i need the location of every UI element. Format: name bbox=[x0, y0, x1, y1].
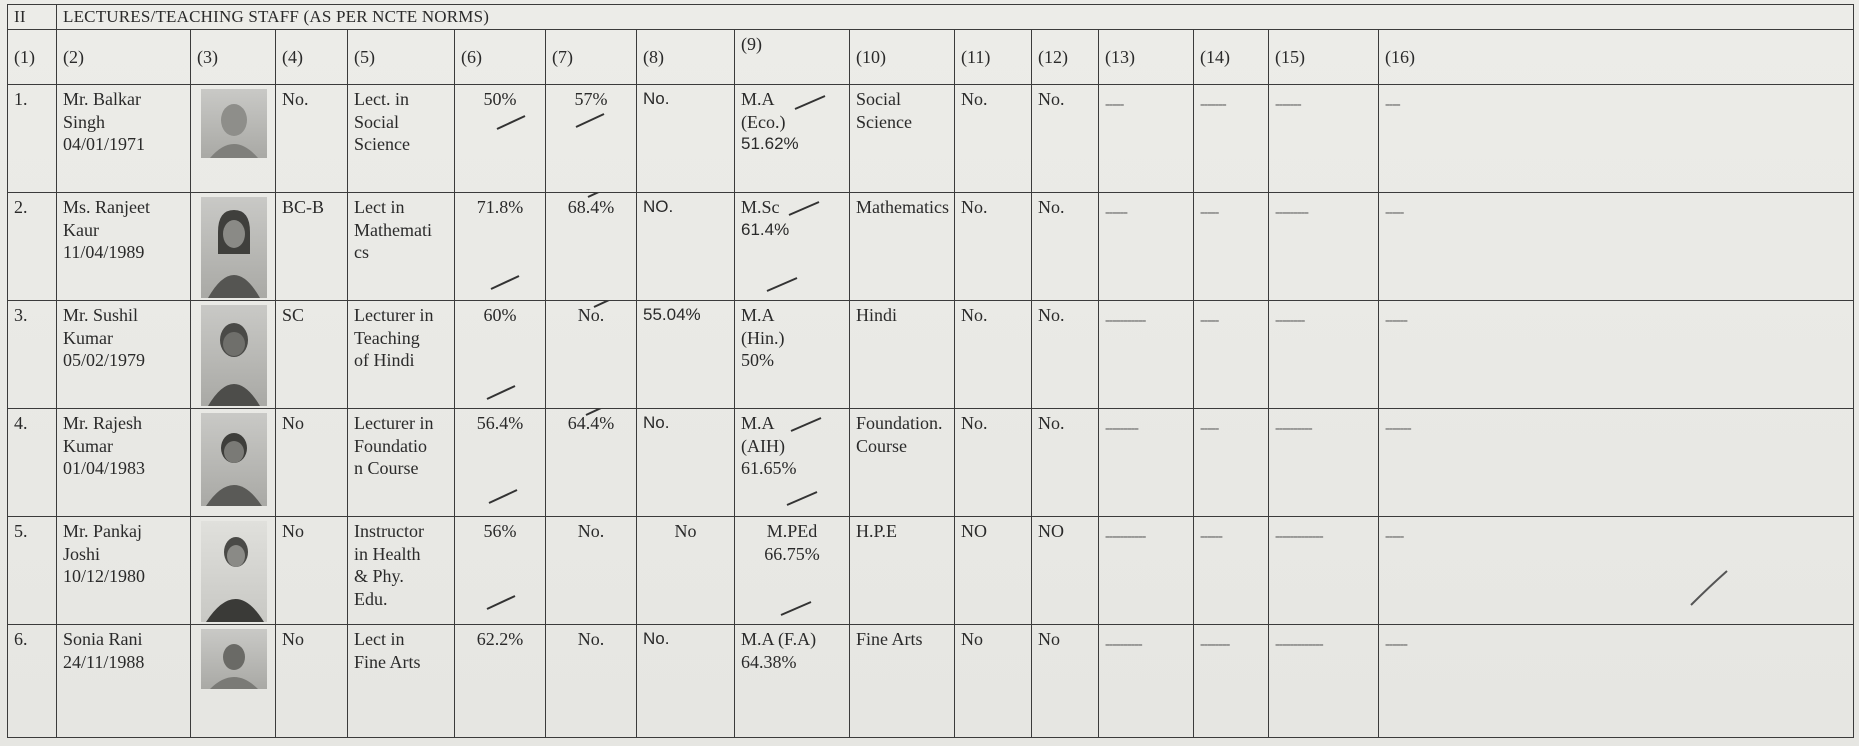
check-tick-icon bbox=[785, 489, 819, 507]
qualification-line: (AIH) bbox=[741, 435, 785, 456]
marks-value: No. bbox=[577, 629, 605, 649]
post-line: Lecturer in bbox=[354, 305, 434, 325]
marks-cell-6 bbox=[455, 517, 546, 625]
staff-name: Ms. Ranjeet bbox=[63, 197, 150, 217]
category-cell: No bbox=[276, 409, 348, 517]
subject-line: Fine Arts bbox=[856, 629, 923, 649]
staff-name: Kaur bbox=[63, 219, 99, 240]
cell-11: No. bbox=[955, 85, 1032, 193]
qualification-cell bbox=[735, 193, 850, 301]
table-row bbox=[8, 625, 1854, 738]
cell-13 bbox=[1099, 517, 1194, 625]
qualification-line: M.A bbox=[741, 305, 775, 325]
dash-value: ----- bbox=[1385, 529, 1404, 544]
subject-line: Science bbox=[856, 111, 912, 132]
marks-cell-7 bbox=[546, 625, 637, 738]
post-line: Lecturer in bbox=[354, 413, 434, 433]
marks-value: 56% bbox=[483, 521, 517, 541]
subject-cell bbox=[850, 409, 955, 517]
staff-dob: 24/11/1988 bbox=[63, 651, 145, 672]
staff-photo bbox=[201, 89, 267, 158]
cell-13 bbox=[1099, 301, 1194, 409]
cell-14 bbox=[1194, 625, 1269, 738]
check-tick-icon bbox=[574, 111, 606, 129]
dash-value: --------- bbox=[1105, 421, 1138, 436]
col-num-10: (10) bbox=[850, 30, 955, 85]
col-num-3: (3) bbox=[191, 30, 276, 85]
staff-name: Mr. Pankaj bbox=[63, 521, 142, 541]
marks-cell-7 bbox=[546, 301, 637, 409]
cell-12: No. bbox=[1032, 193, 1099, 301]
cell-12: No. bbox=[1032, 85, 1099, 193]
dash-value: ----- bbox=[1200, 205, 1219, 220]
table-row bbox=[8, 301, 1854, 409]
cell-12: No. bbox=[1032, 409, 1099, 517]
marks-cell-6 bbox=[455, 301, 546, 409]
category-cell: No bbox=[276, 625, 348, 738]
qualification-line: M.A bbox=[741, 89, 775, 109]
marks-value: 56.4% bbox=[476, 413, 524, 433]
cell-11: No bbox=[955, 625, 1032, 738]
table-row bbox=[8, 409, 1854, 517]
marks-value: No. bbox=[577, 305, 605, 325]
staff-photo bbox=[201, 305, 267, 406]
staff-dob: 10/12/1980 bbox=[63, 566, 146, 586]
post-line: Lect. in bbox=[354, 89, 409, 109]
cell-14 bbox=[1194, 85, 1269, 193]
cell-14 bbox=[1194, 517, 1269, 625]
photo-cell bbox=[191, 517, 276, 625]
marks-value: No. bbox=[577, 521, 605, 541]
dash-value: ----- bbox=[1200, 421, 1219, 436]
marks-cell-8: No. bbox=[637, 85, 735, 193]
marks-cell-6 bbox=[455, 625, 546, 738]
cell-11: No. bbox=[955, 301, 1032, 409]
cell-15 bbox=[1269, 301, 1379, 409]
cell-15 bbox=[1269, 625, 1379, 738]
col-num-11: (11) bbox=[955, 30, 1032, 85]
staff-name-cell bbox=[57, 625, 191, 738]
marks-value: 64.4% bbox=[567, 413, 615, 433]
check-tick-icon bbox=[586, 193, 618, 200]
subject-line: Mathematics bbox=[856, 197, 949, 217]
qualification-line: 61.4% bbox=[741, 219, 790, 239]
cell-12: NO bbox=[1032, 517, 1099, 625]
subject-cell bbox=[850, 85, 955, 193]
post-line: Science bbox=[354, 134, 410, 154]
staff-name-cell bbox=[57, 193, 191, 301]
dash-value: ------------- bbox=[1275, 637, 1323, 652]
cell-16 bbox=[1379, 517, 1854, 625]
serial-number: 1. bbox=[8, 85, 57, 193]
cell-16 bbox=[1379, 301, 1854, 409]
photo-cell bbox=[191, 625, 276, 738]
staff-name-cell bbox=[57, 85, 191, 193]
cell-15 bbox=[1269, 517, 1379, 625]
subject-cell bbox=[850, 517, 955, 625]
section-title: LECTURES/TEACHING STAFF (AS PER NCTE NORMS) bbox=[57, 5, 1854, 30]
staff-name: Singh bbox=[63, 111, 106, 132]
col-num-16: (16) bbox=[1379, 30, 1854, 85]
col-num-6: (6) bbox=[455, 30, 546, 85]
cell-13 bbox=[1099, 409, 1194, 517]
section-number: II bbox=[8, 5, 57, 30]
check-tick-icon bbox=[495, 113, 527, 131]
cell-11: No. bbox=[955, 193, 1032, 301]
cell-16 bbox=[1379, 625, 1854, 738]
marks-value: No bbox=[674, 521, 697, 541]
marks-cell-6 bbox=[455, 85, 546, 193]
marks-cell-7 bbox=[546, 193, 637, 301]
cell-11: No. bbox=[955, 409, 1032, 517]
col-num-1: (1) bbox=[8, 30, 57, 85]
dash-value: ------ bbox=[1385, 637, 1407, 652]
dash-value: ------ bbox=[1105, 205, 1127, 220]
cell-16 bbox=[1379, 409, 1854, 517]
subject-line: Social bbox=[856, 89, 901, 109]
staff-name: Kumar bbox=[63, 435, 113, 456]
table-row bbox=[8, 193, 1854, 301]
cell-15 bbox=[1269, 409, 1379, 517]
dash-value: ------- bbox=[1385, 421, 1411, 436]
post-cell bbox=[348, 625, 455, 738]
cell-14 bbox=[1194, 409, 1269, 517]
staff-name: Kumar bbox=[63, 327, 113, 348]
marks-cell-8: No. bbox=[637, 409, 735, 517]
category-cell: SC bbox=[276, 301, 348, 409]
col-num-8: (8) bbox=[637, 30, 735, 85]
dash-value: ----- bbox=[1200, 313, 1219, 328]
marks-cell-8: NO. bbox=[637, 193, 735, 301]
check-tick-icon bbox=[1689, 567, 1729, 607]
marks-cell-6 bbox=[455, 409, 546, 517]
serial-number: 3. bbox=[8, 301, 57, 409]
cell-13 bbox=[1099, 85, 1194, 193]
photo-cell bbox=[191, 193, 276, 301]
qualification-line: M.A bbox=[741, 413, 775, 433]
col-num-5: (5) bbox=[348, 30, 455, 85]
col-num-15: (15) bbox=[1269, 30, 1379, 85]
qualification-line: 51.62% bbox=[741, 134, 799, 153]
cell-16 bbox=[1379, 193, 1854, 301]
check-tick-icon bbox=[485, 383, 517, 401]
photo-cell bbox=[191, 85, 276, 193]
subject-cell bbox=[850, 625, 955, 738]
column-number-row bbox=[8, 30, 1854, 85]
post-line: in Health bbox=[354, 543, 421, 564]
marks-value: 50% bbox=[483, 89, 517, 109]
marks-cell-6 bbox=[455, 193, 546, 301]
cell-13 bbox=[1099, 625, 1194, 738]
qualification-line: 61.65% bbox=[741, 458, 797, 478]
table-row bbox=[8, 85, 1854, 193]
post-cell bbox=[348, 409, 455, 517]
photo-cell bbox=[191, 301, 276, 409]
cell-13 bbox=[1099, 193, 1194, 301]
post-cell bbox=[348, 517, 455, 625]
post-line: Edu. bbox=[354, 588, 388, 609]
staff-name-cell bbox=[57, 409, 191, 517]
staff-name: Joshi bbox=[63, 543, 101, 564]
serial-number: 2. bbox=[8, 193, 57, 301]
check-tick-icon bbox=[793, 93, 827, 111]
check-tick-icon bbox=[765, 275, 799, 293]
marks-cell-7 bbox=[546, 409, 637, 517]
serial-number: 6. bbox=[8, 625, 57, 738]
check-tick-icon bbox=[592, 301, 624, 310]
post-line: Lect in bbox=[354, 197, 405, 217]
qualification-line: 64.38% bbox=[741, 651, 797, 672]
qualification-line: M.PEd bbox=[766, 521, 818, 541]
section-header-row bbox=[8, 5, 1854, 30]
dash-value: ------------- bbox=[1275, 529, 1323, 544]
dash-value: ------ bbox=[1200, 529, 1222, 544]
dash-value: ----------- bbox=[1105, 529, 1146, 544]
staff-name: Mr. Sushil bbox=[63, 305, 139, 325]
staff-name: Sonia Rani bbox=[63, 629, 143, 649]
cell-12: No bbox=[1032, 625, 1099, 738]
table-row bbox=[8, 517, 1854, 625]
dash-value: -------- bbox=[1275, 313, 1305, 328]
check-tick-icon bbox=[485, 593, 517, 611]
qualification-line: M.A (F.A) bbox=[741, 629, 817, 649]
subject-line: Hindi bbox=[856, 305, 898, 325]
dash-value: ----------- bbox=[1105, 313, 1146, 328]
check-tick-icon bbox=[779, 599, 813, 617]
post-line: Teaching bbox=[354, 327, 420, 348]
post-line: Mathemati bbox=[354, 219, 432, 240]
col-num-14: (14) bbox=[1194, 30, 1269, 85]
staff-table bbox=[7, 4, 1854, 738]
staff-photo bbox=[201, 197, 267, 298]
qualification-cell bbox=[735, 301, 850, 409]
post-line: Foundatio bbox=[354, 435, 428, 456]
post-cell bbox=[348, 301, 455, 409]
dash-value: ------- bbox=[1275, 97, 1301, 112]
staff-name: Mr. Balkar bbox=[63, 89, 141, 109]
staff-dob: 01/04/1983 bbox=[63, 458, 146, 478]
dash-value: --------- bbox=[1275, 205, 1308, 220]
dash-value: -------- bbox=[1200, 637, 1230, 652]
post-line: Fine Arts bbox=[354, 651, 421, 672]
dash-value: ------- bbox=[1200, 97, 1226, 112]
dash-value: ----- bbox=[1385, 205, 1404, 220]
qualification-line: 50% bbox=[741, 350, 774, 370]
check-tick-icon bbox=[584, 409, 616, 418]
cell-15 bbox=[1269, 85, 1379, 193]
post-line: Lect in bbox=[354, 629, 405, 649]
col-num-9: (9) bbox=[735, 30, 850, 85]
marks-cell-7 bbox=[546, 85, 637, 193]
subject-line: Course bbox=[856, 435, 907, 456]
marks-value: 71.8% bbox=[476, 197, 524, 217]
subject-cell bbox=[850, 193, 955, 301]
category-cell: No bbox=[276, 517, 348, 625]
cell-12: No. bbox=[1032, 301, 1099, 409]
staff-name: Mr. Rajesh bbox=[63, 413, 142, 433]
category-cell: BC-B bbox=[276, 193, 348, 301]
post-line: of Hindi bbox=[354, 350, 415, 370]
category-cell: No. bbox=[276, 85, 348, 193]
marks-value: 57% bbox=[574, 89, 608, 109]
staff-name-cell bbox=[57, 517, 191, 625]
subject-line: Foundation. bbox=[856, 413, 943, 433]
check-tick-icon bbox=[789, 415, 823, 433]
col-num-4: (4) bbox=[276, 30, 348, 85]
staff-dob: 05/02/1979 bbox=[63, 350, 146, 370]
post-line: cs bbox=[354, 242, 369, 262]
dash-value: ---- bbox=[1385, 97, 1400, 112]
staff-photo bbox=[201, 521, 267, 622]
qualification-line: 66.75% bbox=[764, 543, 820, 564]
qualification-cell bbox=[735, 409, 850, 517]
marks-cell-8 bbox=[637, 517, 735, 625]
subject-line: H.P.E bbox=[856, 521, 898, 541]
marks-value: 62.2% bbox=[476, 629, 524, 649]
serial-number: 5. bbox=[8, 517, 57, 625]
post-cell bbox=[348, 85, 455, 193]
photo-cell bbox=[191, 409, 276, 517]
post-line: n Course bbox=[354, 458, 419, 478]
post-line: Social bbox=[354, 111, 399, 132]
marks-cell-7 bbox=[546, 517, 637, 625]
qualification-cell bbox=[735, 625, 850, 738]
cell-14 bbox=[1194, 301, 1269, 409]
col-num-7: (7) bbox=[546, 30, 637, 85]
dash-value: ----- bbox=[1105, 97, 1124, 112]
check-tick-icon bbox=[787, 199, 821, 217]
check-tick-icon bbox=[489, 273, 521, 291]
staff-photo bbox=[201, 629, 267, 689]
marks-cell-8: 55.04% bbox=[637, 301, 735, 409]
col-num-13: (13) bbox=[1099, 30, 1194, 85]
cell-15 bbox=[1269, 193, 1379, 301]
staff-name-cell bbox=[57, 301, 191, 409]
qualification-cell bbox=[735, 85, 850, 193]
col-num-2: (2) bbox=[57, 30, 191, 85]
dash-value: ------ bbox=[1385, 313, 1407, 328]
cell-11: NO bbox=[955, 517, 1032, 625]
staff-photo bbox=[201, 413, 267, 506]
post-line: Instructor bbox=[354, 521, 424, 541]
dash-value: ---------- bbox=[1105, 637, 1142, 652]
marks-value: 60% bbox=[483, 305, 517, 325]
post-line: & Phy. bbox=[354, 566, 404, 586]
qualification-line: M.Sc bbox=[741, 197, 780, 217]
qualification-line: (Eco.) bbox=[741, 111, 786, 132]
serial-number: 4. bbox=[8, 409, 57, 517]
cell-14 bbox=[1194, 193, 1269, 301]
col-num-12: (12) bbox=[1032, 30, 1099, 85]
dash-value: ---------- bbox=[1275, 421, 1312, 436]
marks-value: 68.4% bbox=[567, 197, 615, 217]
qualification-line: (Hin.) bbox=[741, 327, 785, 348]
marks-cell-8: No. bbox=[637, 625, 735, 738]
staff-dob: 11/04/1989 bbox=[63, 242, 145, 262]
check-tick-icon bbox=[487, 487, 519, 505]
post-cell bbox=[348, 193, 455, 301]
subject-cell bbox=[850, 301, 955, 409]
staff-dob: 04/01/1971 bbox=[63, 134, 146, 154]
cell-16 bbox=[1379, 85, 1854, 193]
qualification-cell bbox=[735, 517, 850, 625]
